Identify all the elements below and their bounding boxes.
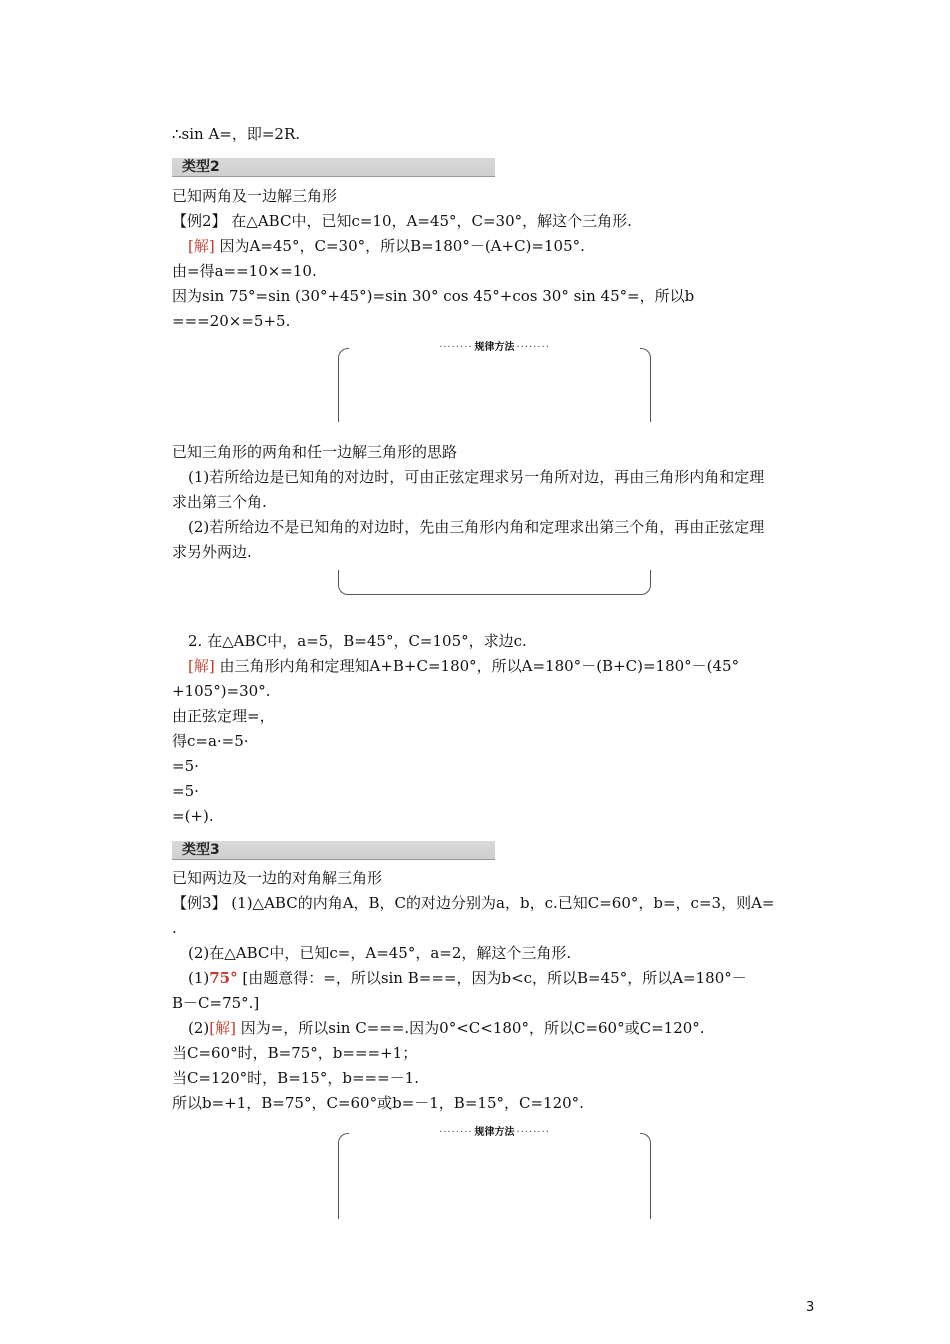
text-line: ∴sin A=，即=2R. [172,125,301,143]
exercise-question: 2. 在△ABC中，a=5，B=45°，C=105°，求边c. [188,632,527,650]
example-title: 【例2】 在△ABC中，已知c=10，A=45°，C=30°，解这个三角形. [172,212,632,230]
solution-text: 由三角形内角和定理知A+B+C=180°，所以A=180°－(B+C)=180°－(45° [214,657,740,675]
page-number: 3 [806,1300,815,1315]
answer-value: 75° [209,969,238,987]
method-box-bottom [338,570,651,596]
section-bar-type2 [172,158,495,177]
solution-line: (2)[解] 因为=，所以sin C===.因为0°<C<180°，所以C=60°或C=120°. [188,1019,705,1037]
method-text: 求出第三个角. [172,493,267,511]
text-line: 由正弦定理=， [172,707,275,725]
text-line: ===20×=5+5. [172,312,291,330]
method-text: (1)若所给边是已知角的对边时，可由正弦定理求另一角所对边，再由三角形内角和定理 [188,468,765,486]
text-line: +105°)=30°. [172,682,271,700]
method-text: 求另外两边. [172,543,252,561]
text-line: =(+). [172,807,214,825]
answer-line: (1)75° [由题意得：=，所以sin B===，因为b<c，所以B=45°，所以A=180°－ [188,969,747,987]
text-line: 得c=a·=5· [172,732,249,750]
text-line: 因为sin 75°=sin (30°+45°)=sin 30° cos 45°+cos 30° sin 45°=，所以b [172,287,695,305]
text-line: B－C=75°.] [172,994,260,1012]
solution-text: 因为A=45°，C=30°，所以B=180°－(A+C)=105°. [214,237,585,255]
solution-line [188,656,739,676]
text-line: 当C=120°时，B=15°，b===－1. [172,1069,419,1087]
text-line: 由=得a==10×=10. [172,262,317,280]
method-box-top [338,342,651,422]
text-line: (2)在△ABC中，已知c=，A=45°，a=2，解这个三角形. [188,944,572,962]
method-heading: 已知三角形的两角和任一边解三角形的思路 [172,443,458,461]
section-heading: 已知两角及一边解三角形 [172,187,338,205]
solution-line [188,236,585,256]
method-box-title: ········ 规律方法 ········ [439,1127,550,1138]
text-line: =5· [172,782,199,800]
method-box-title: ········ 规律方法 ········ [439,342,550,353]
section-tag: 类型2 [182,159,220,175]
text-line: . [172,919,177,937]
section-tag: 类型3 [182,842,220,858]
section-heading: 已知两边及一边的对角解三角形 [172,869,383,887]
solution-label: [解] [188,657,215,675]
method-box-top [338,1127,651,1219]
solution-label: [解] [209,1019,236,1037]
solution-label: [解] [188,237,215,255]
text-line: 当C=60°时，B=75°，b===+1； [172,1044,418,1062]
text-line: =5· [172,757,199,775]
text-line: 所以b=+1，B=75°，C=60°或b=－1，B=15°，C=120°. [172,1094,584,1112]
section-bar-type3 [172,841,495,860]
example-title: 【例3】 (1)△ABC的内角A，B，C的对边分别为a，b，c.已知C=60°，b=，c=3，则A= [172,894,775,912]
method-text: (2)若所给边不是已知角的对边时，先由三角形内角和定理求出第三个角，再由正弦定理 [188,518,765,536]
